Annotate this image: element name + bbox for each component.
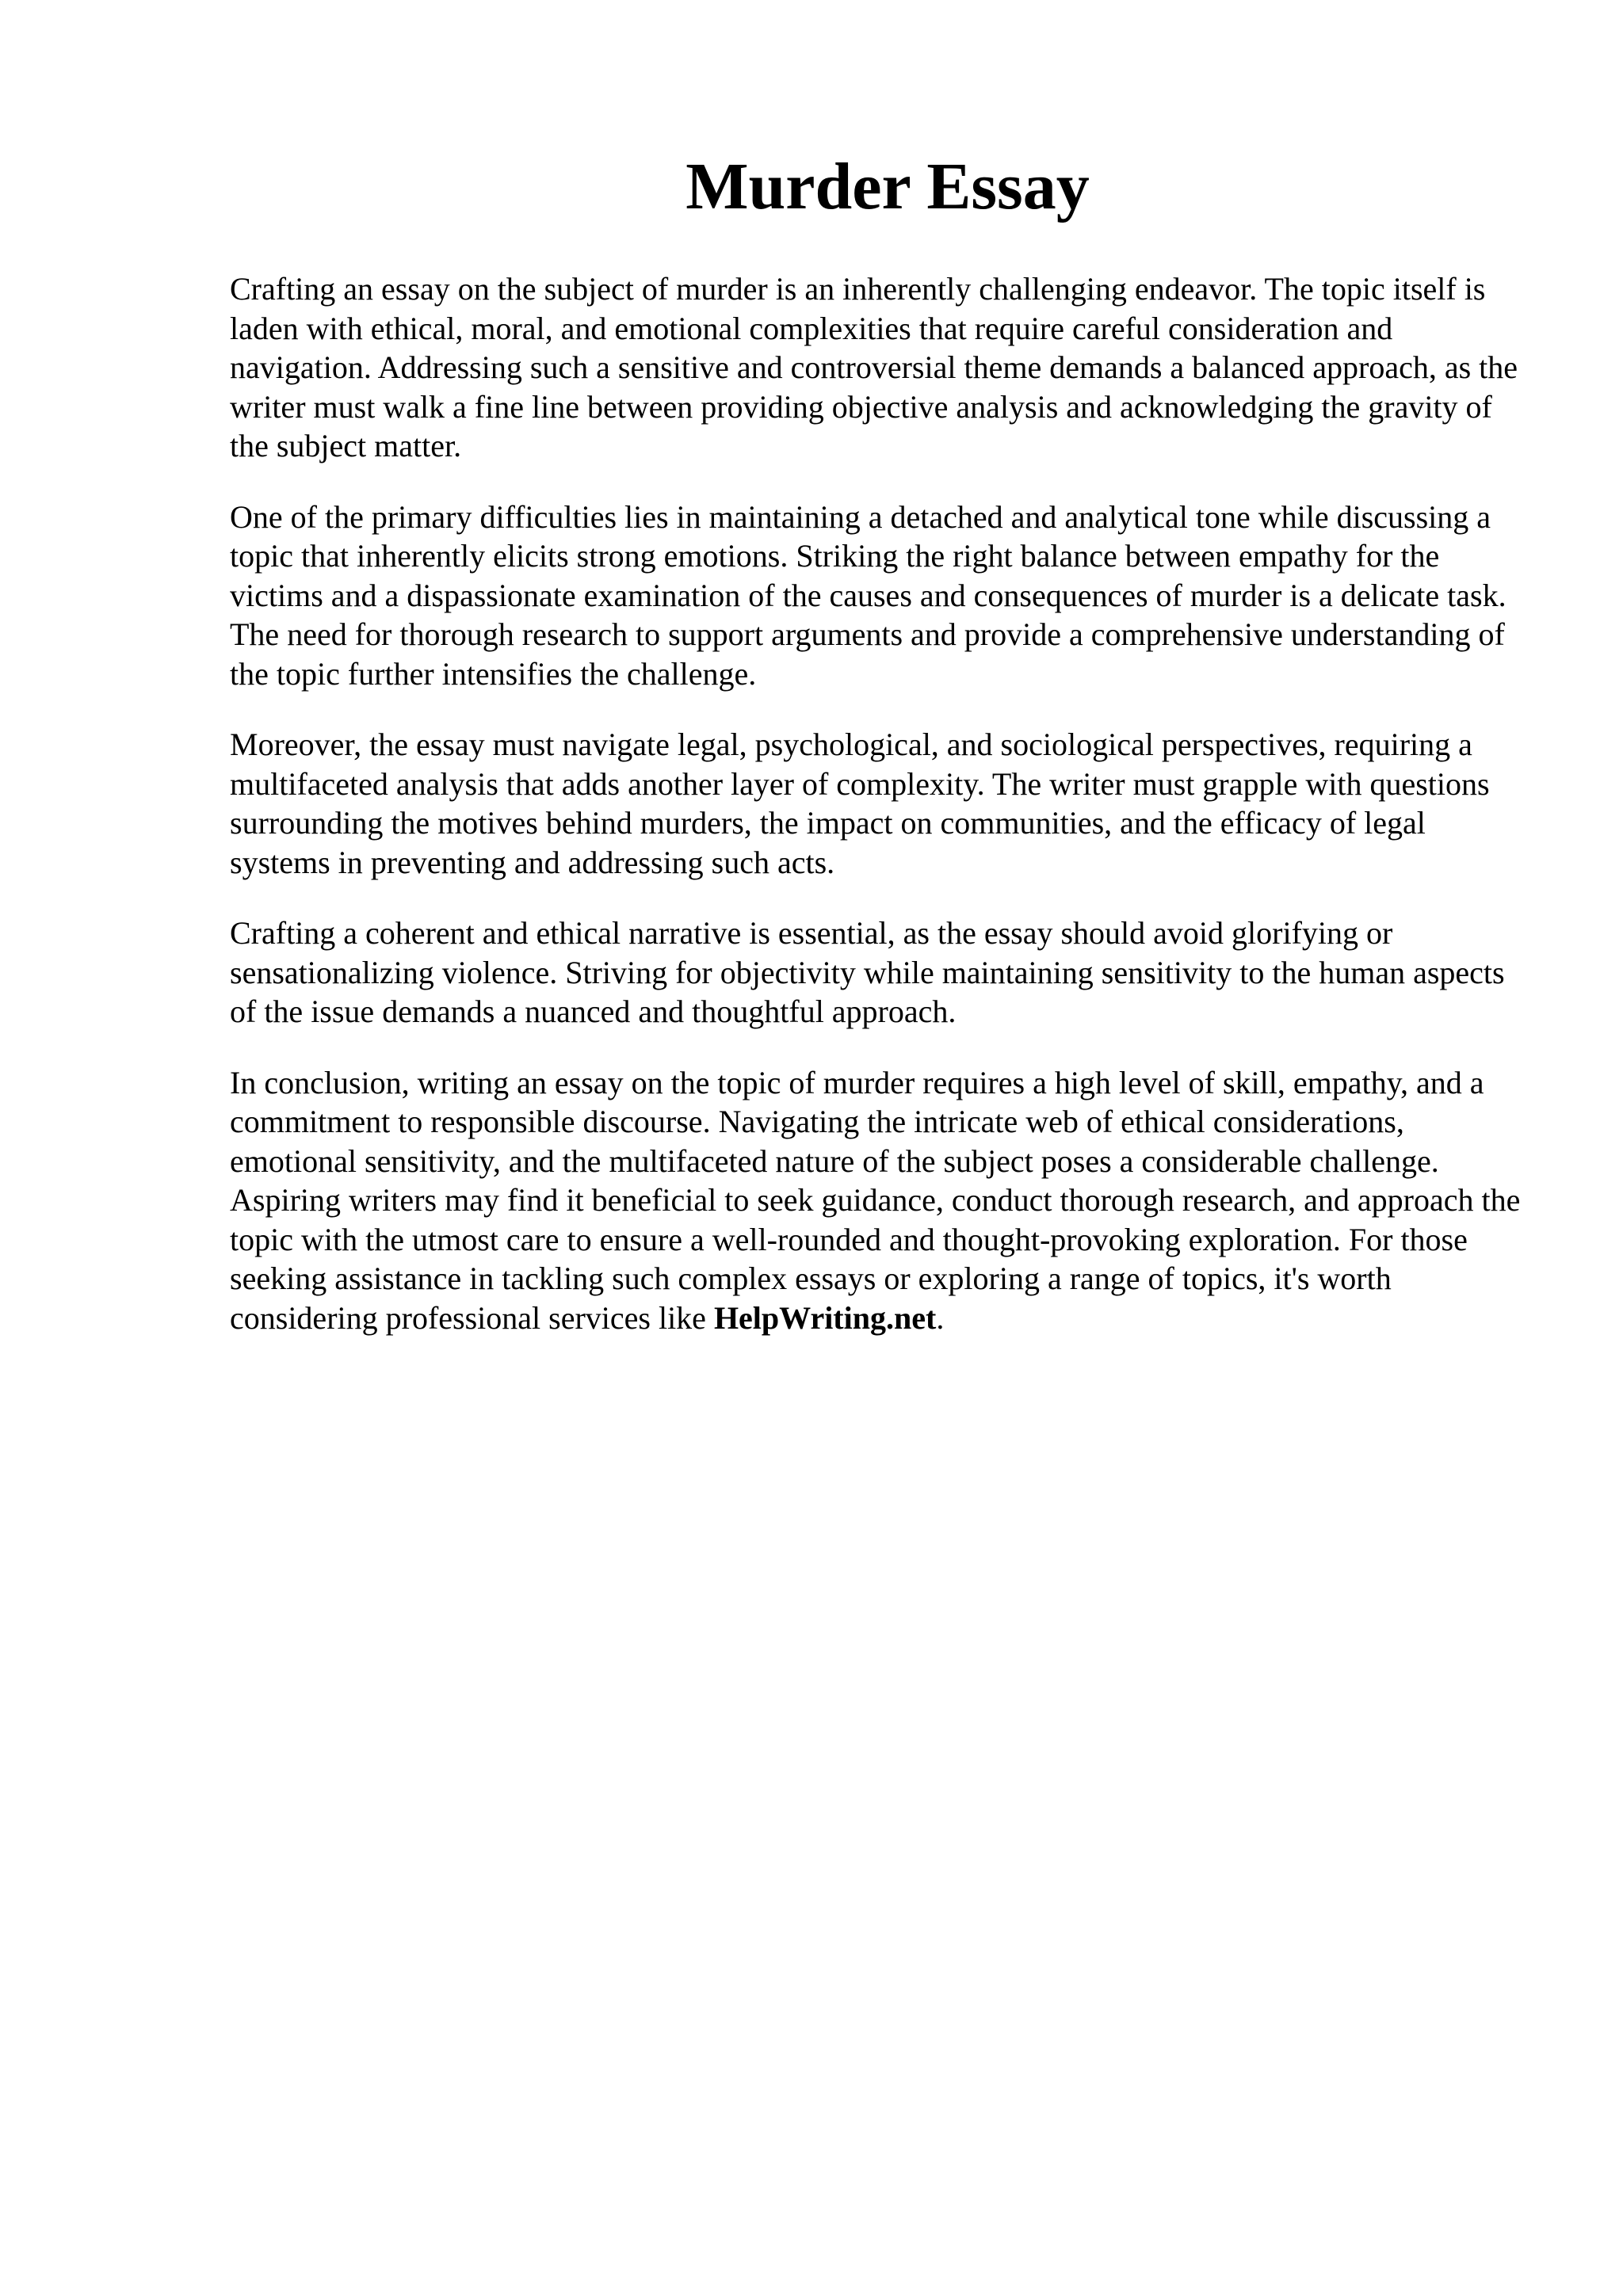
paragraph-narrative: Crafting a coherent and ethical narrative is essential, as the essay should avoid glorifying or sensationalizing violence. Striving for objectivity while maintaining sensitivity to the human aspects of the issue demands a nuanced and thoughtful approach. [230, 915, 1505, 1030]
conclusion-text: In conclusion, writing an essay on the topic of murder requires a high level of skill, empathy, and a commitment to responsible discourse. Navigating the intricate web of ethical considerations, emotional sensitivity, and the multifaceted nature of the subject poses a considerable challenge. Aspiring writers may find it beneficial to seek guidance, conduct thorough research, and approach the topic with the utmost care to ensure a well-rounded and thought-provoking exploration. For those seeking assistance in tackling such complex essays or exploring a range of topics, it's worth considering professional services like [230, 1064, 1521, 1336]
page-title: Murder Essay [685, 150, 1090, 223]
conclusion-end: . [936, 1299, 945, 1336]
brand-link[interactable]: HelpWriting.net [713, 1299, 937, 1336]
paragraph-difficulties: One of the primary difficulties lies in maintaining a detached and analytical tone while discussing a topic that inherently elicits strong emotions. Striking the right balance between empathy for the victims and a dispassionate examination of the causes and consequences of murder is a delicate task. The need for thorough research to support arguments and provide a comprehensive understanding of the topic further intensifies the challenge. [230, 498, 1507, 692]
paragraph-intro: Crafting an essay on the subject of murder is an inherently challenging endeavor. The topic itself is laden with ethical, moral, and emotional complexities that require careful consideration and navigation. Addressing such a sensitive and controversial theme demands a balanced approach, as the writer must walk a fine line between providing objective analysis and acknowledging the gravity of the subject matter. [230, 271, 1518, 464]
paragraph-conclusion [230, 1063, 1529, 1338]
paragraph-perspectives: Moreover, the essay must navigate legal, psychological, and sociological perspectives, requiring a multifaceted analysis that adds another layer of complexity. The writer must grapple with questions surrounding the motives behind murders, the impact on communities, and the efficacy of legal systems in preventing and addressing such acts. [230, 727, 1490, 880]
document-page [230, 151, 1529, 1369]
